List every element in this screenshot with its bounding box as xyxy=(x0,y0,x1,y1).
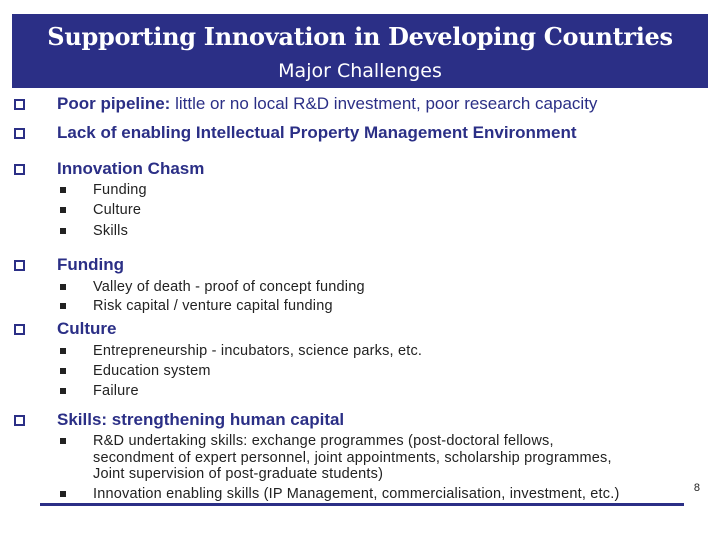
title-banner xyxy=(12,14,708,88)
heading-innovation-chasm: Innovation Chasm xyxy=(57,159,205,178)
square-bullet-icon xyxy=(60,207,66,213)
square-bullet-icon xyxy=(60,284,66,290)
slide-subtitle: Major Challenges xyxy=(278,60,442,82)
square-bullet-icon xyxy=(60,187,66,193)
heading-culture: Culture xyxy=(57,319,117,338)
list-item: Failure xyxy=(93,383,139,399)
checkbox-bullet-icon xyxy=(14,128,25,139)
list-item: R&D undertaking skills: exchange programmes (post-doctoral fellows, xyxy=(93,433,554,449)
page-number: 8 xyxy=(693,482,700,494)
list-item: Valley of death - proof of concept funding xyxy=(93,279,365,295)
checkbox-bullet-icon xyxy=(14,164,25,175)
heading-ip-environment: Lack of enabling Intellectual Property Management Environment xyxy=(57,123,577,142)
square-bullet-icon xyxy=(60,368,66,374)
list-item-continuation: secondment of expert personnel, joint appointments, scholarship programmes, xyxy=(93,450,612,466)
square-bullet-icon xyxy=(60,228,66,234)
checkbox-bullet-icon xyxy=(14,324,25,335)
checkbox-bullet-icon xyxy=(14,260,25,271)
bullet-row xyxy=(12,158,25,180)
bullet-row xyxy=(12,93,25,115)
square-bullet-icon xyxy=(60,491,66,497)
list-item-continuation: Joint supervision of post-graduate students) xyxy=(93,466,384,482)
square-bullet-icon xyxy=(60,438,66,444)
bullet-row xyxy=(12,254,25,276)
list-item: Education system xyxy=(93,363,211,379)
square-bullet-icon xyxy=(60,388,66,394)
bullet-row xyxy=(12,122,25,144)
list-item: Risk capital / venture capital funding xyxy=(93,298,333,314)
list-item: Innovation enabling skills (IP Management, commercialisation, investment, etc.) xyxy=(93,486,620,502)
heading-funding: Funding xyxy=(57,255,125,274)
list-item: Funding xyxy=(93,182,147,198)
slide-title: Supporting Innovation in Developing Countries xyxy=(47,22,673,51)
checkbox-bullet-icon xyxy=(14,99,25,110)
bullet-row xyxy=(12,318,25,340)
checkbox-bullet-icon xyxy=(14,415,25,426)
bullet-row xyxy=(12,409,25,431)
heading-poor-pipeline: Poor pipeline: little or no local R&D investment, poor research capacity xyxy=(57,94,598,113)
list-item: Culture xyxy=(93,202,142,218)
footer-divider xyxy=(40,503,684,506)
square-bullet-icon xyxy=(60,348,66,354)
square-bullet-icon xyxy=(60,303,66,309)
heading-skills: Skills: strengthening human capital xyxy=(57,410,345,429)
list-item: Entrepreneurship - incubators, science parks, etc. xyxy=(93,343,423,359)
list-item: Skills xyxy=(93,223,129,239)
